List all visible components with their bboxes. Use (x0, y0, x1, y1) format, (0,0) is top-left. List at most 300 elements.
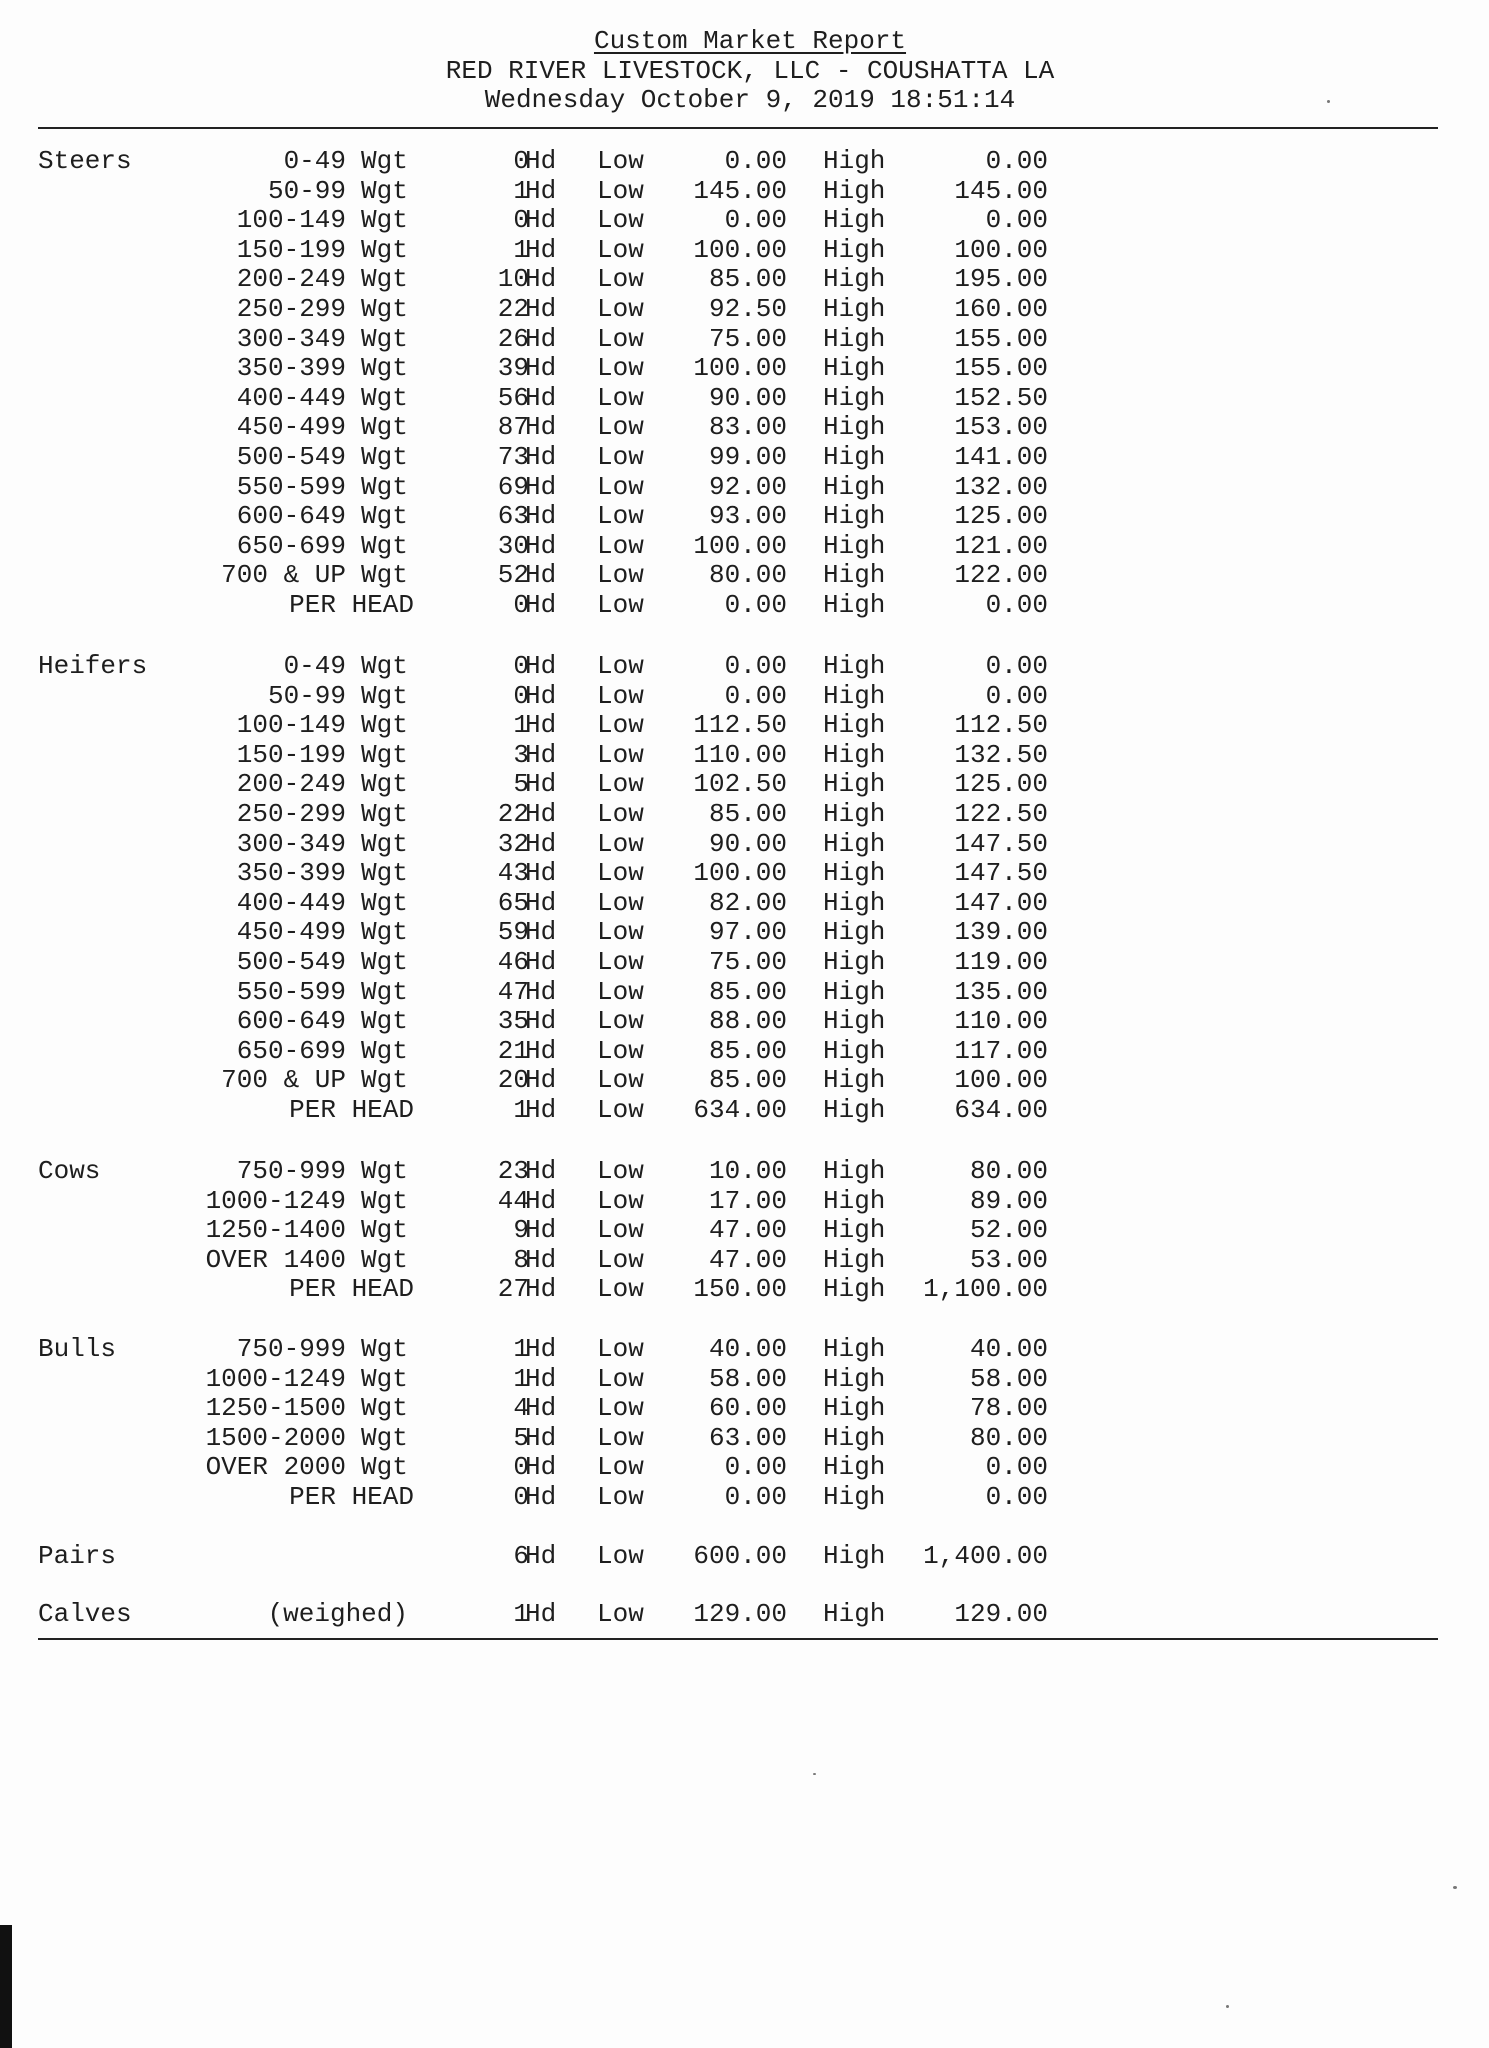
low-price: 145.00 (693, 175, 787, 206)
low-price: 0.00 (724, 1452, 787, 1483)
report-row (0, 1095, 1489, 1125)
report-row (0, 977, 1489, 1007)
high-price: 634.00 (954, 1095, 1048, 1125)
report-row (0, 1599, 1489, 1629)
high-price: 160.00 (954, 294, 1048, 324)
high-price: 1,100.00 (923, 1274, 1048, 1305)
low-price: 99.00 (708, 442, 787, 472)
high-label: High (823, 976, 886, 1007)
head-unit-label: Hd (525, 947, 557, 977)
section-name: Heifers (38, 651, 148, 681)
low-label: Low (597, 382, 644, 413)
report-row (0, 799, 1489, 829)
head-count: 0 (513, 651, 529, 681)
low-price: 0.00 (724, 1482, 787, 1512)
head-unit-label: Hd (525, 353, 557, 384)
low-label: Low (597, 1541, 644, 1571)
report-row (0, 472, 1489, 502)
head-unit-label: Hd (525, 1363, 557, 1394)
low-label: Low (597, 887, 644, 918)
head-unit-label: Hd (525, 1541, 557, 1571)
report-row (0, 383, 1489, 413)
report-row (0, 264, 1489, 294)
weight-range: PER HEAD (289, 1274, 414, 1305)
high-label: High (823, 1334, 886, 1364)
head-unit-label: Hd (525, 442, 557, 472)
low-price: 129.00 (693, 1599, 787, 1629)
low-label: Low (597, 1274, 644, 1305)
weight-unit: Wgt (361, 917, 408, 948)
head-count: 56 (497, 382, 529, 413)
head-count: 59 (497, 917, 529, 948)
head-count: 43 (497, 858, 529, 889)
head-unit-label: Hd (525, 1393, 557, 1424)
head-count: 1 (513, 1334, 529, 1364)
report-row (0, 205, 1489, 235)
high-price: 110.00 (954, 1006, 1048, 1037)
high-label: High (823, 680, 886, 711)
head-count: 46 (497, 947, 529, 977)
low-price: 63.00 (708, 1422, 787, 1453)
low-price: 88.00 (708, 1006, 787, 1037)
head-unit-label: Hd (525, 976, 557, 1007)
high-price: 0.00 (985, 651, 1048, 681)
weight-unit: Wgt (361, 442, 408, 472)
weight-range: 250-299 (236, 799, 346, 829)
head-unit-label: Hd (525, 1156, 557, 1186)
low-label: Low (597, 769, 644, 800)
head-unit-label: Hd (525, 769, 557, 800)
high-price: 155.00 (954, 353, 1048, 384)
weight-unit: Wgt (361, 887, 408, 918)
low-label: Low (597, 858, 644, 889)
weight-range: 550-599 (236, 471, 346, 502)
weight-range: PER HEAD (289, 1482, 414, 1512)
report-row (0, 412, 1489, 442)
head-unit-label: Hd (525, 1006, 557, 1037)
head-count: 6 (513, 1541, 529, 1571)
head-unit-label: Hd (525, 680, 557, 711)
weight-unit: Wgt (361, 353, 408, 384)
head-unit-label: Hd (525, 146, 557, 176)
weight-range: 700 & UP (221, 1065, 346, 1096)
high-price: 0.00 (985, 590, 1048, 620)
high-price: 100.00 (954, 1065, 1048, 1096)
high-price: 121.00 (954, 530, 1048, 561)
report-row (0, 1334, 1489, 1364)
low-label: Low (597, 1215, 644, 1246)
head-unit-label: Hd (525, 710, 557, 741)
low-price: 85.00 (708, 976, 787, 1007)
head-count: 1 (513, 710, 529, 741)
weight-unit: Wgt (361, 234, 408, 265)
report-row (0, 235, 1489, 265)
report-row (0, 324, 1489, 354)
head-count: 22 (497, 294, 529, 324)
low-label: Low (597, 1393, 644, 1424)
head-count: 5 (513, 1422, 529, 1453)
head-unit-label: Hd (525, 234, 557, 265)
weight-range: OVER 2000 (205, 1452, 346, 1483)
low-label: Low (597, 1185, 644, 1216)
high-label: High (823, 1482, 886, 1512)
low-price: 58.00 (708, 1363, 787, 1394)
weight-range: 300-349 (236, 828, 346, 859)
head-count: 10 (497, 264, 529, 295)
high-price: 155.00 (954, 323, 1048, 354)
weight-range: 750-999 (236, 1334, 346, 1364)
low-label: Low (597, 651, 644, 681)
low-label: Low (597, 828, 644, 859)
weight-range: 0-49 (283, 651, 346, 681)
high-price: 147.00 (954, 887, 1048, 918)
high-label: High (823, 799, 886, 829)
low-label: Low (597, 205, 644, 236)
weight-unit: Wgt (361, 976, 408, 1007)
high-label: High (823, 1393, 886, 1424)
scan-edge-shadow (0, 1925, 12, 2048)
low-price: 92.00 (708, 471, 787, 502)
high-label: High (823, 1215, 886, 1246)
head-count: 52 (497, 560, 529, 591)
report-row (0, 1006, 1489, 1036)
low-price: 92.50 (708, 294, 787, 324)
weight-range: 1000-1249 (205, 1363, 346, 1394)
report-row (0, 1393, 1489, 1423)
low-label: Low (597, 501, 644, 532)
high-price: 0.00 (985, 1452, 1048, 1483)
section-name: Cows (38, 1156, 101, 1186)
weight-unit: Wgt (361, 680, 408, 711)
weight-unit: Wgt (361, 1185, 408, 1216)
head-count: 0 (513, 1452, 529, 1483)
scan-speck (1327, 100, 1330, 103)
low-label: Low (597, 1599, 644, 1629)
head-unit-label: Hd (525, 828, 557, 859)
head-count: 30 (497, 530, 529, 561)
weight-range: 1250-1500 (205, 1393, 346, 1424)
weight-range: 0-49 (283, 146, 346, 176)
head-unit-label: Hd (525, 294, 557, 324)
weight-range: PER HEAD (289, 1095, 414, 1125)
high-price: 125.00 (954, 769, 1048, 800)
report-row (0, 1245, 1489, 1275)
top-rule (38, 127, 1438, 129)
report-row (0, 1036, 1489, 1066)
head-count: 73 (497, 442, 529, 472)
low-label: Low (597, 442, 644, 472)
section-name: Pairs (38, 1541, 117, 1571)
head-unit-label: Hd (525, 1274, 557, 1305)
high-label: High (823, 264, 886, 295)
high-price: 78.00 (969, 1393, 1048, 1424)
low-label: Low (597, 799, 644, 829)
weight-unit: Wgt (361, 769, 408, 800)
low-price: 100.00 (693, 234, 787, 265)
report-row (0, 1541, 1489, 1571)
weight-range: 650-699 (236, 530, 346, 561)
high-label: High (823, 471, 886, 502)
high-label: High (823, 858, 886, 889)
weight-unit: Wgt (361, 1452, 408, 1483)
high-price: 153.00 (954, 412, 1048, 443)
low-label: Low (597, 1363, 644, 1394)
high-price: 0.00 (985, 1482, 1048, 1512)
low-price: 112.50 (693, 710, 787, 741)
weight-unit: Wgt (361, 205, 408, 236)
head-unit-label: Hd (525, 590, 557, 620)
weight-range: 50-99 (267, 680, 346, 711)
section-name: Calves (38, 1599, 132, 1629)
head-unit-label: Hd (525, 560, 557, 591)
report-row (0, 531, 1489, 561)
report-row (0, 858, 1489, 888)
report-row (0, 560, 1489, 590)
head-count: 9 (513, 1215, 529, 1246)
head-count: 63 (497, 501, 529, 532)
low-price: 110.00 (693, 739, 787, 770)
high-label: High (823, 1422, 886, 1453)
high-price: 132.50 (954, 739, 1048, 770)
weight-unit: Wgt (361, 858, 408, 889)
high-label: High (823, 739, 886, 770)
head-unit-label: Hd (525, 1244, 557, 1275)
high-price: 122.50 (954, 799, 1048, 829)
weight-range: 100-149 (236, 205, 346, 236)
low-price: 93.00 (708, 501, 787, 532)
high-price: 0.00 (985, 205, 1048, 236)
low-price: 85.00 (708, 799, 787, 829)
weight-range: PER HEAD (289, 590, 414, 620)
weight-range: 450-499 (236, 917, 346, 948)
head-count: 1 (513, 234, 529, 265)
low-price: 10.00 (708, 1156, 787, 1186)
weight-range: 600-649 (236, 501, 346, 532)
weight-unit: Wgt (361, 501, 408, 532)
low-price: 100.00 (693, 530, 787, 561)
weight-unit: Wgt (361, 1422, 408, 1453)
weight-range: 750-999 (236, 1156, 346, 1186)
head-unit-label: Hd (525, 175, 557, 206)
weight-unit: Wgt (361, 560, 408, 591)
weight-range: OVER 1400 (205, 1244, 346, 1275)
head-count: 22 (497, 799, 529, 829)
weight-range: 1500-2000 (205, 1422, 346, 1453)
head-count: 69 (497, 471, 529, 502)
head-unit-label: Hd (525, 1482, 557, 1512)
high-price: 152.50 (954, 382, 1048, 413)
head-unit-label: Hd (525, 205, 557, 236)
report-row (0, 1423, 1489, 1453)
low-label: Low (597, 1006, 644, 1037)
weight-range: 600-649 (236, 1006, 346, 1037)
low-price: 47.00 (708, 1215, 787, 1246)
head-count: 5 (513, 769, 529, 800)
weight-unit: Wgt (361, 1156, 408, 1186)
head-unit-label: Hd (525, 412, 557, 443)
weight-unit: Wgt (361, 382, 408, 413)
report-row (0, 1482, 1489, 1512)
weight-range: 400-449 (236, 887, 346, 918)
high-label: High (823, 917, 886, 948)
head-unit-label: Hd (525, 887, 557, 918)
high-price: 112.50 (954, 710, 1048, 741)
high-label: High (823, 1452, 886, 1483)
weight-range: 550-599 (236, 976, 346, 1007)
low-price: 0.00 (724, 590, 787, 620)
high-label: High (823, 1065, 886, 1096)
low-price: 90.00 (708, 382, 787, 413)
report-row (0, 442, 1489, 472)
low-label: Low (597, 739, 644, 770)
high-price: 145.00 (954, 175, 1048, 206)
report-row (0, 176, 1489, 206)
head-count: 0 (513, 205, 529, 236)
high-label: High (823, 323, 886, 354)
head-unit-label: Hd (525, 382, 557, 413)
high-label: High (823, 1185, 886, 1216)
high-label: High (823, 710, 886, 741)
weight-unit: Wgt (361, 828, 408, 859)
high-price: 147.50 (954, 828, 1048, 859)
report-row (0, 1452, 1489, 1482)
head-count: 65 (497, 887, 529, 918)
report-row (0, 590, 1489, 620)
low-label: Low (597, 1334, 644, 1364)
head-unit-label: Hd (525, 1422, 557, 1453)
weight-range: 500-549 (236, 947, 346, 977)
high-price: 147.50 (954, 858, 1048, 889)
high-label: High (823, 205, 886, 236)
low-price: 17.00 (708, 1185, 787, 1216)
head-count: 3 (513, 739, 529, 770)
low-label: Low (597, 917, 644, 948)
low-price: 600.00 (693, 1541, 787, 1571)
report-row (0, 651, 1489, 681)
low-price: 83.00 (708, 412, 787, 443)
head-unit-label: Hd (525, 799, 557, 829)
weight-unit: Wgt (361, 799, 408, 829)
high-label: High (823, 1599, 886, 1629)
head-count: 39 (497, 353, 529, 384)
head-count: 35 (497, 1006, 529, 1037)
high-label: High (823, 769, 886, 800)
high-price: 80.00 (969, 1422, 1048, 1453)
weight-range: 400-449 (236, 382, 346, 413)
weight-range: 150-199 (236, 739, 346, 770)
low-label: Low (597, 234, 644, 265)
weight-range: 650-699 (236, 1035, 346, 1066)
report-row (0, 1274, 1489, 1304)
weight-unit: Wgt (361, 1065, 408, 1096)
head-count: 1 (513, 175, 529, 206)
low-price: 90.00 (708, 828, 787, 859)
head-unit-label: Hd (525, 530, 557, 561)
report-datetime: Wednesday October 9, 2019 18:51:14 (484, 85, 1016, 115)
weight-unit: Wgt (361, 1244, 408, 1275)
weight-unit: Wgt (361, 530, 408, 561)
weight-unit: Wgt (361, 323, 408, 354)
bottom-rule (38, 1638, 1438, 1640)
weight-unit: Wgt (361, 1006, 408, 1037)
weight-range: 350-399 (236, 353, 346, 384)
high-label: High (823, 1006, 886, 1037)
head-unit-label: Hd (525, 1215, 557, 1246)
weight-range: 50-99 (267, 175, 346, 206)
low-label: Low (597, 1065, 644, 1096)
high-label: High (823, 530, 886, 561)
report-row (0, 1215, 1489, 1245)
low-label: Low (597, 471, 644, 502)
low-label: Low (597, 175, 644, 206)
high-label: High (823, 828, 886, 859)
low-price: 100.00 (693, 858, 787, 889)
weight-range: 700 & UP (221, 560, 346, 591)
head-count: 0 (513, 1482, 529, 1512)
head-unit-label: Hd (525, 739, 557, 770)
report-title: Custom Market Report (593, 26, 907, 56)
high-label: High (823, 1035, 886, 1066)
high-price: 195.00 (954, 264, 1048, 295)
report-row (0, 146, 1489, 176)
report-row (0, 681, 1489, 711)
head-count: 0 (513, 146, 529, 176)
head-unit-label: Hd (525, 1185, 557, 1216)
report-row (0, 740, 1489, 770)
low-label: Low (597, 680, 644, 711)
low-price: 0.00 (724, 146, 787, 176)
high-price: 141.00 (954, 442, 1048, 472)
low-label: Low (597, 1035, 644, 1066)
high-label: High (823, 382, 886, 413)
high-label: High (823, 175, 886, 206)
low-price: 0.00 (724, 205, 787, 236)
head-count: 47 (497, 976, 529, 1007)
high-label: High (823, 1541, 886, 1571)
low-price: 85.00 (708, 264, 787, 295)
head-count: 1 (513, 1095, 529, 1125)
high-price: 139.00 (954, 917, 1048, 948)
head-unit-label: Hd (525, 651, 557, 681)
low-price: 97.00 (708, 917, 787, 948)
head-count: 21 (497, 1035, 529, 1066)
high-price: 53.00 (969, 1244, 1048, 1275)
high-price: 100.00 (954, 234, 1048, 265)
low-price: 150.00 (693, 1274, 787, 1305)
section-name: Bulls (38, 1334, 117, 1364)
report-row (0, 947, 1489, 977)
weight-unit: Wgt (361, 739, 408, 770)
report-row (0, 294, 1489, 324)
low-label: Low (597, 976, 644, 1007)
head-unit-label: Hd (525, 323, 557, 354)
weight-unit: Wgt (361, 412, 408, 443)
low-price: 0.00 (724, 680, 787, 711)
low-price: 102.50 (693, 769, 787, 800)
high-label: High (823, 1156, 886, 1186)
low-label: Low (597, 353, 644, 384)
low-label: Low (597, 1452, 644, 1483)
report-row (0, 1186, 1489, 1216)
low-price: 100.00 (693, 353, 787, 384)
high-label: High (823, 887, 886, 918)
report-row (0, 1156, 1489, 1186)
low-price: 40.00 (708, 1334, 787, 1364)
low-label: Low (597, 294, 644, 324)
weight-range: 100-149 (236, 710, 346, 741)
weight-unit: Wgt (361, 175, 408, 206)
head-count: 0 (513, 590, 529, 620)
